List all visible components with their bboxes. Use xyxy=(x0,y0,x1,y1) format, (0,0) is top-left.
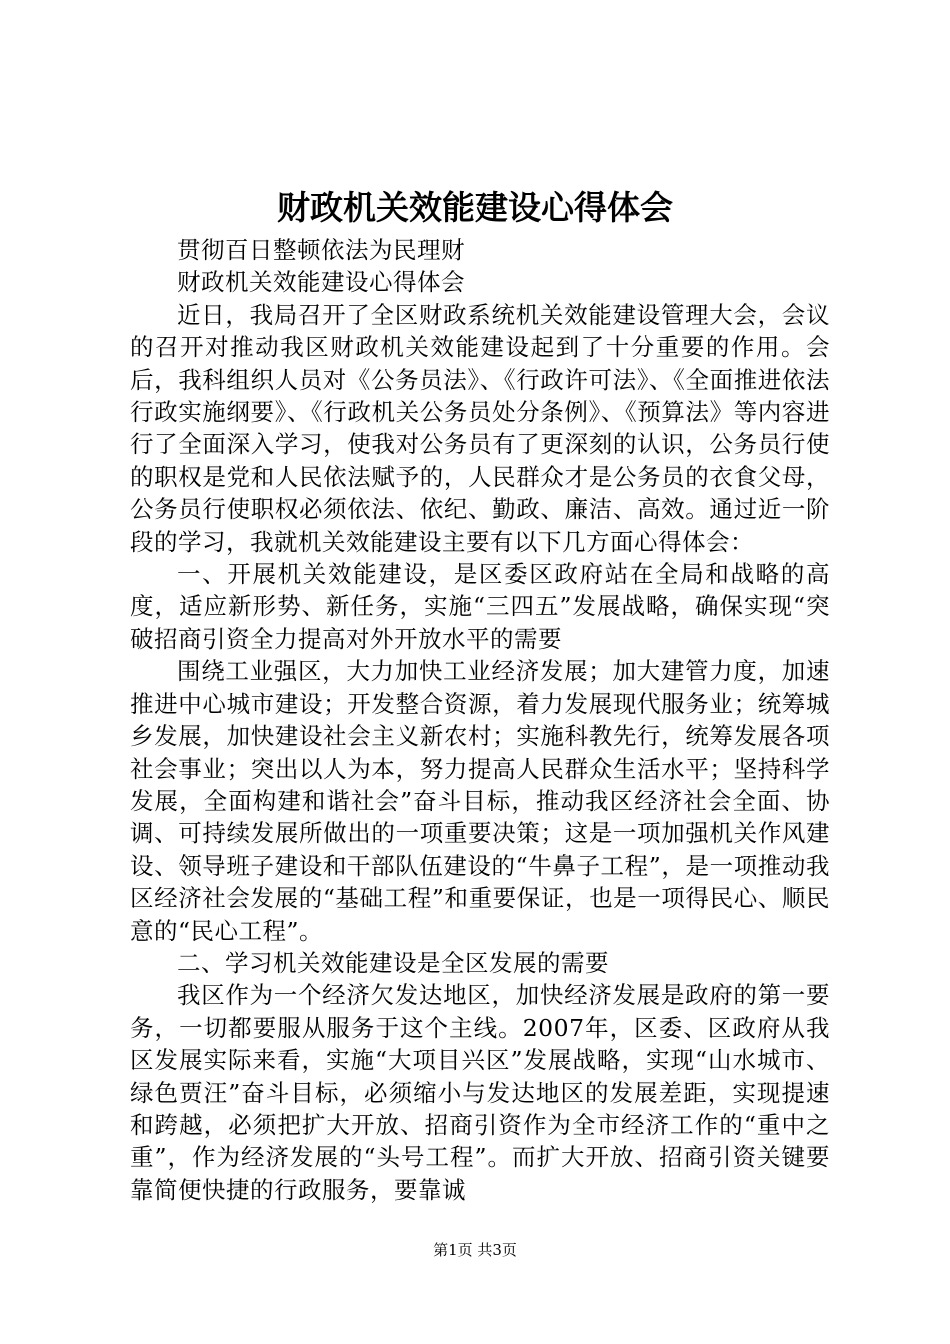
paragraph-section-one: 一、开展机关效能建设，是区委区政府站在全局和战略的高度，适应新形势、新任务，实施“三四五”发展战略，确保实现“突破招商引资全力提高对外开放水平的需要 xyxy=(130,560,830,653)
paragraph-intro: 近日，我局召开了全区财政系统机关效能建设管理大会，会议的召开对推动我区财政机关效能建设起到了十分重要的作用。会后，我科组织人员对《公务员法》、《行政许可法》、《全面推进依法行政实施纲要》、《行政机关公务员处分条例》、《预算法》等内容进行了全面深入学习，使我对公务员有了更深刻的认识，公务员行使的职权是党和人民依法赋予的，人民群众才是公务员的衣食父母，公务员行使职权必须依法、依纪、勤政、廉洁、高效。通过近一阶段的学习，我就机关效能建设主要有以下几方面心得体会： xyxy=(130,300,830,556)
paragraph-section-two: 二、学习机关效能建设是全区发展的需要 xyxy=(177,948,609,977)
document-body xyxy=(130,234,830,1206)
paragraph-subtitle-1: 贯彻百日整顿依法为民理财 xyxy=(177,236,465,264)
page-number-footer: 第1页 共3页 xyxy=(433,1241,517,1259)
document-title: 财政机关效能建设心得体会 xyxy=(277,188,673,227)
paragraph-section-two-body: 我区作为一个经济欠发达地区，加快经济发展是政府的第一要务，一切都要服从服务于这个主线。2007年，区委、区政府从我区发展实际来看，实施“大项目兴区”发展战略，实现“山水城市、绿色贾汪”奋斗目标，必须缩小与发达地区的发展差距，实现提速和跨越，必须把扩大开放、招商引资作为全市经济工作的“重中之重”，作为经济发展的“头号工程”。而扩大开放、招商引资关键要靠简便快捷的行政服务，要靠诚 xyxy=(130,981,830,1204)
paragraph-subtitle-2: 财政机关效能建设心得体会 xyxy=(177,268,465,297)
paragraph-section-one-body: 围绕工业强区，大力加快工业经济发展；加大建管力度，加速推进中心城市建设；开发整合资源，着力发展现代服务业；统筹城乡发展，加快建设社会主义新农村；实施科教先行，统筹发展各项社会事业；突出以人为本，努力提高人民群众生活水平；坚持科学发展，全面构建和谐社会”奋斗目标，推动我区经济社会全面、协调、可持续发展所做出的一项重要决策；这是一项加强机关作风建设、领导班子建设和干部队伍建设的“牛鼻子工程”，是一项推动我区经济社会发展的“基础工程”和重要保证，也是一项得民心、顺民意的“民心工程”。 xyxy=(130,657,830,945)
